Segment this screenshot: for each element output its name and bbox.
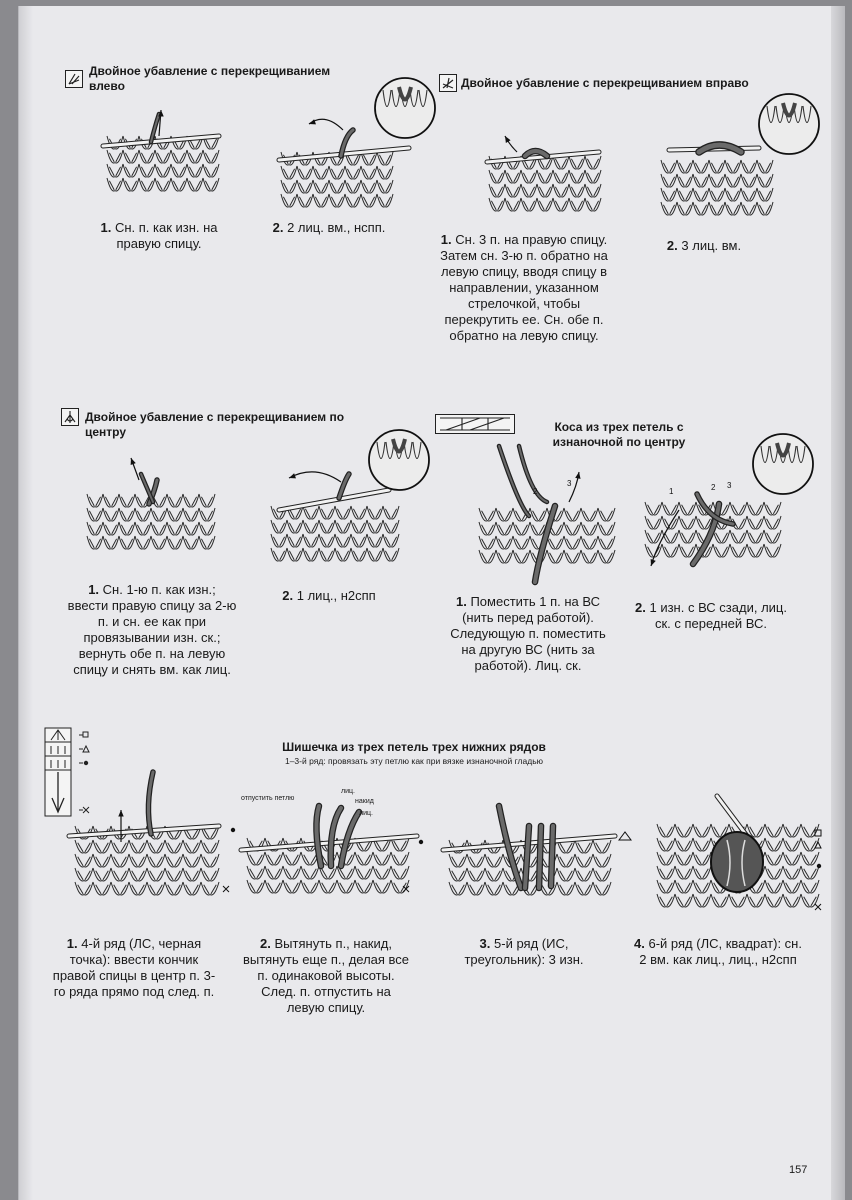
magnifier-circle <box>375 78 435 138</box>
annotation-knit-2: лиц. <box>359 810 373 817</box>
step-caption: 2. 1 лиц., н2спп <box>282 588 376 603</box>
step-caption: 2. 1 изн. с ВС сзади, лиц. ск. с передней ВС. <box>635 600 787 631</box>
section-title-center-cross: Двойное убавление с перекрещиванием по центру <box>85 410 345 439</box>
step-caption: 4. 6-й ряд (ЛС, квадрат): сн. 2 вм. как лиц., лиц., н2спп <box>634 936 802 967</box>
knitting-illustration <box>89 106 229 206</box>
stitch-number-label: 3 <box>727 481 732 490</box>
knit-fabric <box>661 160 773 215</box>
step-caption: 1. Поместить 1 п. на ВС (нить перед работой). Следующую п. поместить на другую ВС (нить за работой). Лиц. ск. <box>450 594 606 673</box>
knitting-illustration <box>633 796 833 936</box>
knitting-illustration <box>227 786 427 916</box>
page-number: 157 <box>789 1164 808 1176</box>
knitting-illustration <box>259 72 439 206</box>
yarn-strand-fill <box>551 826 553 886</box>
knitting-illustration <box>459 446 619 586</box>
arrow-head <box>118 810 123 816</box>
magnifier-circle <box>369 430 429 490</box>
row-marker-dot <box>817 864 821 868</box>
stitch-number-label: 2 <box>533 487 538 496</box>
knitting-illustration <box>469 116 609 226</box>
magnifier-circle <box>753 434 813 494</box>
direction-arrow <box>289 472 341 482</box>
knit-fabric <box>271 506 399 561</box>
chart-symbol-icon <box>65 70 83 88</box>
magnifier-circle <box>759 94 819 154</box>
section-title-right-cross: Двойное убавление с перекрещиванием вправо <box>461 76 749 90</box>
arrow-head <box>651 559 656 566</box>
bobble <box>711 832 763 892</box>
step-caption: 3. 5-й ряд (ИС, треугольник): 3 изн. <box>464 936 584 967</box>
knitting-illustration <box>249 420 439 568</box>
step-caption: 2. Вытянуть п., накид, вытянуть еще п., делая все п. одинаковой высоты. След. п. отпустить на левую спицу. <box>242 936 410 1015</box>
step-caption: 2. 2 лиц. вм., нспп. <box>272 220 386 235</box>
cable-chart-symbol-icon <box>435 414 515 434</box>
annotation-yo: накид <box>355 798 374 805</box>
knitting-illustration <box>623 424 813 584</box>
step-caption: 1. 4-й ряд (ЛС, черная точка): ввести кончик правой спицы в центр п. 3-го ряда прямо под след. п. <box>52 936 216 999</box>
page-edge <box>831 6 845 1200</box>
annotation-release-loop: отпустить петлю <box>241 795 295 802</box>
step-caption: 1. Сн. 3 п. на правую спицу. Затем сн. 3-ю п. обратно на левую спицу, вводя спицу в направлении, указанном стрелочкой, чтобы перекрутить ее. Сн. обе п. обратно на левую спицу. <box>440 232 608 343</box>
arrow-head <box>575 472 580 479</box>
section-subtitle-bobble: 1–3-й ряд: провязать эту петлю как при вязке изнаночной гладью <box>284 756 544 766</box>
knit-fabric <box>489 156 601 211</box>
stitch-number-label: 2 <box>711 483 716 492</box>
row-marker-triangle <box>815 842 821 848</box>
knitting-illustration <box>69 454 219 564</box>
arrow-head <box>289 473 296 478</box>
arrow-head <box>131 458 136 465</box>
step-caption: 1. Сн. 1-ю п. как изн.; ввести правую спицу за 2-ю п. и сн. ее как при провязывании изн. ск.; вернуть обе п. на левую спицу и снять вм. как лиц. <box>67 582 237 677</box>
knitting-needle-highlight <box>717 796 747 836</box>
chart-symbol-icon <box>61 408 79 426</box>
knitting-illustration <box>425 796 635 926</box>
row-marker-cross <box>403 886 409 892</box>
row-marker-triangle <box>619 832 631 840</box>
yarn-strand-fill <box>539 826 541 888</box>
section-title-bobble: Шишечка из трех петель трех нижних рядов <box>282 740 546 754</box>
section-title-cable: Коса из трех петель с изнаночной по центру <box>552 420 686 449</box>
section-title-left-cross: Двойное убавление с перекрещиванием влево <box>89 64 331 93</box>
yarn-strand-fill <box>141 474 153 502</box>
knitting-illustration <box>49 766 249 916</box>
chart-symbol-icon <box>439 74 457 92</box>
stitch-number-label: 3 <box>567 479 572 488</box>
row-marker-dot <box>419 840 423 844</box>
row-marker-cross <box>815 904 821 910</box>
knitting-illustration <box>639 90 819 226</box>
step-caption: 1. Сн. п. как изн. на правую спицу. <box>100 220 218 251</box>
stitch-number-label: 1 <box>669 487 674 496</box>
step-caption: 2. 3 лиц. вм. <box>666 238 742 253</box>
annotation-knit: лиц. <box>341 788 355 795</box>
knitting-needle-highlight <box>279 490 389 510</box>
book-page <box>18 6 845 1200</box>
